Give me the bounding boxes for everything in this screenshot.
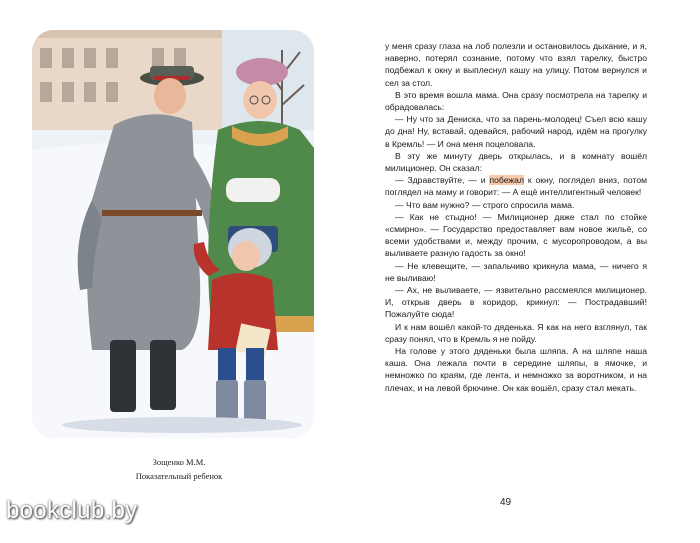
- illustration: [32, 30, 314, 438]
- illustration-art: [32, 30, 314, 438]
- paragraph: И к нам вошёл какой-то дяденька. Я как на него взглянул, так сразу понял, что в Кремль я не пойду.: [385, 321, 647, 344]
- paragraph: — Ах, не выливаете, — язвительно рассмеялся милиционер. И, открыв дверь в коридор, крикнул: — Пострадавший! Пожалуйте сюда!: [385, 285, 647, 320]
- paragraph: [385, 174, 647, 198]
- paragraph: В это время вошла мама. Она сразу посмотрела на тарелку и обрадовалась:: [385, 89, 647, 113]
- paragraph: На голове у этого дяденьки была шляпа. А на шляпе наша каша. Она лежала почти в середине шляпы, в ямочке, и немножко по краям, где лента, и немножко за воротником, и на плечах, и на левой брючине. Он как вошёл, сразу стал мекать.: [385, 346, 647, 393]
- paragraph-text: к окну, поглядел вниз, потом поглядел на маму и говорит: — А ещё интеллигентный человек!: [385, 175, 648, 198]
- paragraph: — Что вам нужно? — строго спросила мама.: [395, 199, 575, 210]
- paragraph: — Ну что за Дениска, что за парень-молодец! Съел всю кашу до дна! Ну, вставай, одевайся, рабочий народ, идём на прогулку в Кремль! — И она меня поцеловала.: [385, 114, 647, 149]
- caption-author: Зощенко М.М.: [152, 457, 206, 467]
- paragraph: — Как не стыдно! — Милиционер даже стал по стойке «смирно». — Государство предоставляет вам новое жильё, со всеми удобствами и, между прочим, с мусоропроводом, а вы выливаете разную гадость за окно!: [385, 211, 647, 259]
- highlighted-word: побежал: [489, 175, 524, 186]
- paragraph-text: — Здравствуйте, — и: [395, 175, 490, 186]
- paragraph: — Не клевещите, — запальчиво крикнула мама, — ничего я не выливаю!: [385, 260, 647, 283]
- paragraph: В эту же минуту дверь открылась, и в комнату вошёл милиционер. Он сказал:: [385, 150, 647, 174]
- story-text: [385, 40, 647, 394]
- page-number: 49: [500, 497, 512, 508]
- caption-title: Показательный ребенок: [135, 471, 223, 481]
- paragraph: у меня сразу глаза на лоб полезли и остановилось дыхание, и я, наверно, потерял сознание, потому что взял тарелку, быстро подбежал к окну и выплеснул кашу на улицу. Потом вернулся и сел за стол.: [385, 41, 647, 88]
- illustration-caption: [112, 455, 246, 483]
- watermark: bookclub.by: [6, 497, 138, 524]
